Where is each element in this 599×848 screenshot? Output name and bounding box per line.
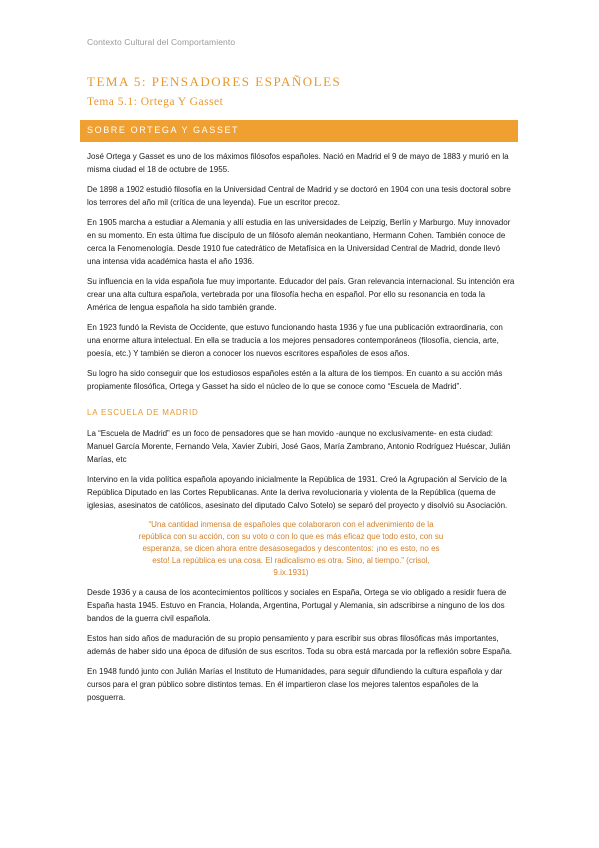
section-banner-label: SOBRE ORTEGA Y GASSET	[87, 125, 240, 135]
paragraph: En 1948 fundó junto con Julián Marías el Instituto de Humanidades, para seguir difundiendo la cultura española y dar cursos para el gran público sobre distintos temas. En él impartieron clase los mejores talentos españoles de la posguerra.	[87, 667, 503, 702]
subsection-heading: LA ESCUELA DE MADRID	[87, 408, 199, 417]
section-title: Tema 5.1: Ortega Y Gasset	[87, 96, 224, 108]
section-banner	[80, 120, 518, 142]
paragraph: Su influencia en la vida española fue muy importante. Educador del país. Gran relevancia internacional. Su intención era crear una alta cultura española, vertebrada por una filosofía hecha en español. Por ello su resonancia en toda la América de lengua española ha sido también grande.	[87, 277, 515, 312]
paragraph: Desde 1936 y a causa de los acontecimientos políticos y sociales en España, Ortega se vio obligado a residir fuera de España hasta 1945. Estuvo en Francia, Holanda, Argentina, Portugal y Alemania, sin adscribirse a ninguno de los dos bandos de la guerra civil española.	[87, 588, 507, 623]
paragraph: En 1923 fundó la Revista de Occidente, que estuvo funcionando hasta 1936 y fue una publicación extraordinaria, con una enorme altura intelectual. En ella se traducía a los mejores pensadores contemporáneos (filosofía, ciencia, arte, poesía, etc.) Y también se dieron a conocer los nuevos escritores españoles de esos años.	[87, 323, 503, 358]
running-header: Contexto Cultural del Comportamiento	[87, 37, 236, 47]
paragraph: Su logro ha sido conseguir que los estudiosos españoles estén a la altura de los tiempos. En cuanto a su acción más propiamente filosófica, Ortega y Gasset ha sido el núcleo de lo que se conoce como “Escuela de Madrid”.	[87, 369, 503, 391]
paragraph: Intervino en la vida política española apoyando inicialmente la República de 1931. Creó la Agrupación al Servicio de la República Diputado en las Cortes Republicanas. Ante la deriva revolucionaria y violenta de la República (quema de iglesias, asesinatos de católicos, asesinato del diputado Calvo Sotelo) se separó del proyecto y disolvió su Asociación.	[87, 475, 508, 510]
paragraph: José Ortega y Gasset es uno de los máximos filósofos españoles. Nació en Madrid el 9 de mayo de 1883 y murió en la misma ciudad el 18 de octubre de 1955.	[87, 152, 509, 174]
body-text	[87, 150, 515, 711]
paragraph: En 1905 marcha a estudiar a Alemania y allí estudia en las universidades de Leipzig, Berlín y Marburgo. Muy innovador en su momento. En esta última fue discípulo de un filósofo alemán neokantiano, Hermann Cohen. También conoce de cerca la Fenomenología. Desde 1910 fue catedrático de Metafísica en la Universidad Central de Madrid, donde llevó una intensa vida académica hasta el año 1936.	[87, 218, 511, 266]
paragraph: La “Escuela de Madrid” es un foco de pensadores que se han movido -aunque no exclusivamente- en esta ciudad: Manuel García Morente, Fernando Vela, Xavier Zubiri, José Gaos, María Zambrano, Antonio Rodríguez Huéscar, Julián Marías, etc	[87, 429, 511, 464]
paragraph: Estos han sido años de maduración de su propio pensamiento y para escribir sus obras filosóficas más importantes, además de haber sido una época de difusión de sus escritos. Toda su obra está marcada por la reflexión sobre España.	[87, 634, 513, 656]
chapter-title: TEMA 5: PENSADORES ESPAÑOLES	[87, 74, 342, 89]
paragraph: De 1898 a 1902 estudió filosofía en la Universidad Central de Madrid y se doctoró en 1904 con una tesis doctoral sobre los terrores del año mil (crítica de una leyenda). Fue un escritor precoz.	[87, 185, 511, 207]
block-quote: “Una cantidad inmensa de españoles que colaboraron con el advenimiento de la república con su acción, con su voto o con lo que es más eficaz que todo esto, con su esperanza, se dicen ahora entre desasosegados y descontentos: ¡no es esto, no es esto! La república es una cosa. El radicalismo es otra. Sino, al tiempo.” (crisol, 9.ix.1931)	[138, 520, 444, 577]
